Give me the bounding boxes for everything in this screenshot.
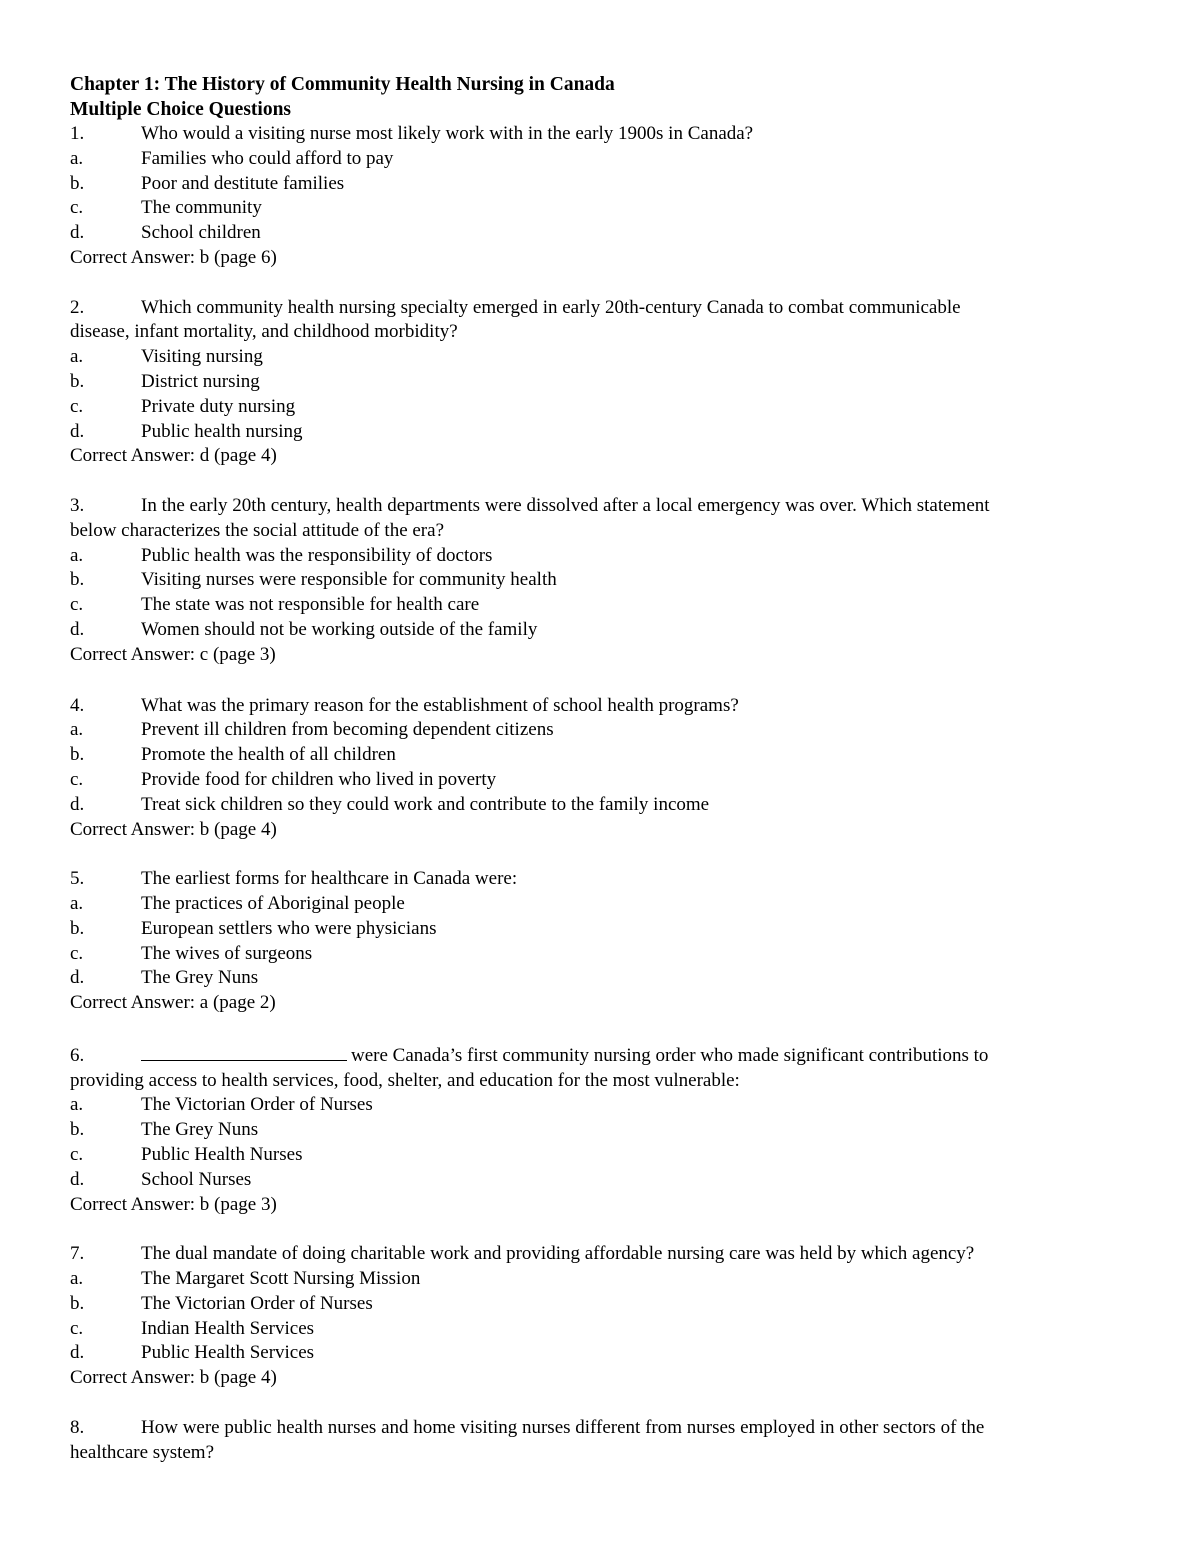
question-number: 4. (70, 694, 85, 716)
document-page (70, 72, 1130, 1465)
question-number: 3. (70, 494, 85, 516)
option-letter: b. (70, 917, 85, 939)
option-text: Indian Health Services (141, 1317, 315, 1339)
correct-answer: Correct Answer: b (page 3) (70, 1193, 277, 1215)
correct-answer: Correct Answer: d (page 4) (70, 445, 277, 467)
question-number: 8. (70, 1416, 85, 1438)
question-text-continued: healthcare system? (70, 1441, 215, 1463)
question-text-continued: below characterizes the social attitude of the era? (70, 519, 444, 541)
option-text: Prevent ill children from becoming dependent citizens (141, 719, 554, 741)
option-letter: d. (70, 1342, 85, 1364)
page-title: Chapter 1: The History of Community Health Nursing in Canada (70, 74, 615, 95)
question-2 (70, 296, 1130, 470)
question-8 (70, 1416, 1130, 1466)
correct-answer: Correct Answer: b (page 4) (70, 1367, 277, 1389)
option-letter: a. (70, 147, 84, 169)
option-letter: a. (70, 346, 84, 368)
option-text: District nursing (141, 370, 260, 392)
option-text: The Grey Nuns (141, 1119, 259, 1141)
option-text: The Victorian Order of Nurses (141, 1094, 373, 1116)
option-letter: c. (70, 1144, 84, 1166)
option-letter: d. (70, 967, 85, 989)
option-text: Poor and destitute families (141, 172, 345, 194)
option-text: The Grey Nuns (141, 967, 259, 989)
page-subtitle: Multiple Choice Questions (70, 99, 292, 120)
option-letter: b. (70, 1292, 85, 1314)
option-letter: a. (70, 544, 84, 566)
fill-in-blank (141, 1042, 347, 1061)
question-text: Which community health nursing specialty emerged in early 20th-century Canada to combat communicable (141, 296, 961, 318)
option-text: Public Health Nurses (141, 1144, 303, 1166)
correct-answer: Correct Answer: b (page 6) (70, 246, 277, 268)
option-text: Provide food for children who lived in poverty (141, 768, 497, 790)
option-text: Promote the health of all children (141, 744, 396, 766)
option-letter: c. (70, 197, 84, 219)
question-text: How were public health nurses and home visiting nurses different from nurses employed in other sectors of the (141, 1416, 985, 1438)
option-letter: c. (70, 395, 84, 417)
option-text: Women should not be working outside of the family (141, 618, 538, 640)
option-text: Public health was the responsibility of doctors (141, 544, 493, 566)
option-letter: c. (70, 594, 84, 616)
option-letter: c. (70, 1317, 84, 1339)
option-letter: a. (70, 892, 84, 914)
option-text: Visiting nurses were responsible for community health (141, 569, 557, 591)
option-text: The wives of surgeons (141, 942, 313, 964)
question-text: In the early 20th century, health departments were dissolved after a local emergency was over. Which statement (141, 494, 990, 516)
option-letter: b. (70, 744, 85, 766)
question-4 (70, 694, 1130, 843)
option-letter: a. (70, 1268, 84, 1290)
question-text: The dual mandate of doing charitable work and providing affordable nursing care was held by which agency? (141, 1243, 975, 1265)
option-letter: a. (70, 719, 84, 741)
option-letter: d. (70, 618, 85, 640)
option-text: The Margaret Scott Nursing Mission (141, 1268, 421, 1290)
question-number: 2. (70, 296, 85, 318)
option-letter: d. (70, 1168, 85, 1190)
correct-answer: Correct Answer: b (page 4) (70, 818, 277, 840)
option-letter: c. (70, 942, 84, 964)
question-number: 5. (70, 868, 85, 890)
option-letter: d. (70, 222, 85, 244)
option-text: The Victorian Order of Nurses (141, 1292, 373, 1314)
option-letter: b. (70, 1119, 85, 1141)
option-letter: b. (70, 370, 85, 392)
question-5 (70, 867, 1130, 1016)
option-text: Treat sick children so they could work and contribute to the family income (141, 793, 710, 815)
question-text-continued: disease, infant mortality, and childhood morbidity? (70, 321, 458, 343)
question-number: 6. (70, 1044, 85, 1066)
option-text: Visiting nursing (141, 346, 263, 368)
option-text: The community (141, 197, 262, 219)
question-text-continued: providing access to health services, food, shelter, and education for the most vulnerable: (70, 1069, 740, 1091)
option-letter: b. (70, 172, 85, 194)
correct-answer: Correct Answer: c (page 3) (70, 643, 276, 665)
option-text: School children (141, 222, 261, 244)
option-text: Families who could afford to pay (141, 147, 394, 169)
question-number: 7. (70, 1243, 85, 1265)
option-letter: d. (70, 420, 85, 442)
option-letter: b. (70, 569, 85, 591)
question-3 (70, 494, 1130, 668)
question-text: The earliest forms for healthcare in Canada were: (141, 868, 518, 890)
question-text: What was the primary reason for the establishment of school health programs? (141, 694, 739, 716)
option-text: School Nurses (141, 1168, 252, 1190)
option-text: The state was not responsible for health care (141, 594, 480, 616)
question-number: 1. (70, 123, 85, 144)
option-text: European settlers who were physicians (141, 917, 437, 939)
option-text: The practices of Aboriginal people (141, 892, 405, 914)
question-text: Who would a visiting nurse most likely work with in the early 1900s in Canada? (141, 123, 754, 144)
option-letter: d. (70, 793, 85, 815)
option-letter: c. (70, 768, 84, 790)
question-text: were Canada’s first community nursing order who made significant contributions to (351, 1044, 989, 1066)
option-text: Public Health Services (141, 1342, 315, 1364)
option-letter: a. (70, 1094, 84, 1116)
option-text: Public health nursing (141, 420, 303, 442)
question-6 (70, 1042, 1130, 1218)
option-text: Private duty nursing (141, 395, 296, 417)
question-1 (70, 122, 1130, 271)
question-7 (70, 1242, 1130, 1391)
correct-answer: Correct Answer: a (page 2) (70, 992, 276, 1014)
